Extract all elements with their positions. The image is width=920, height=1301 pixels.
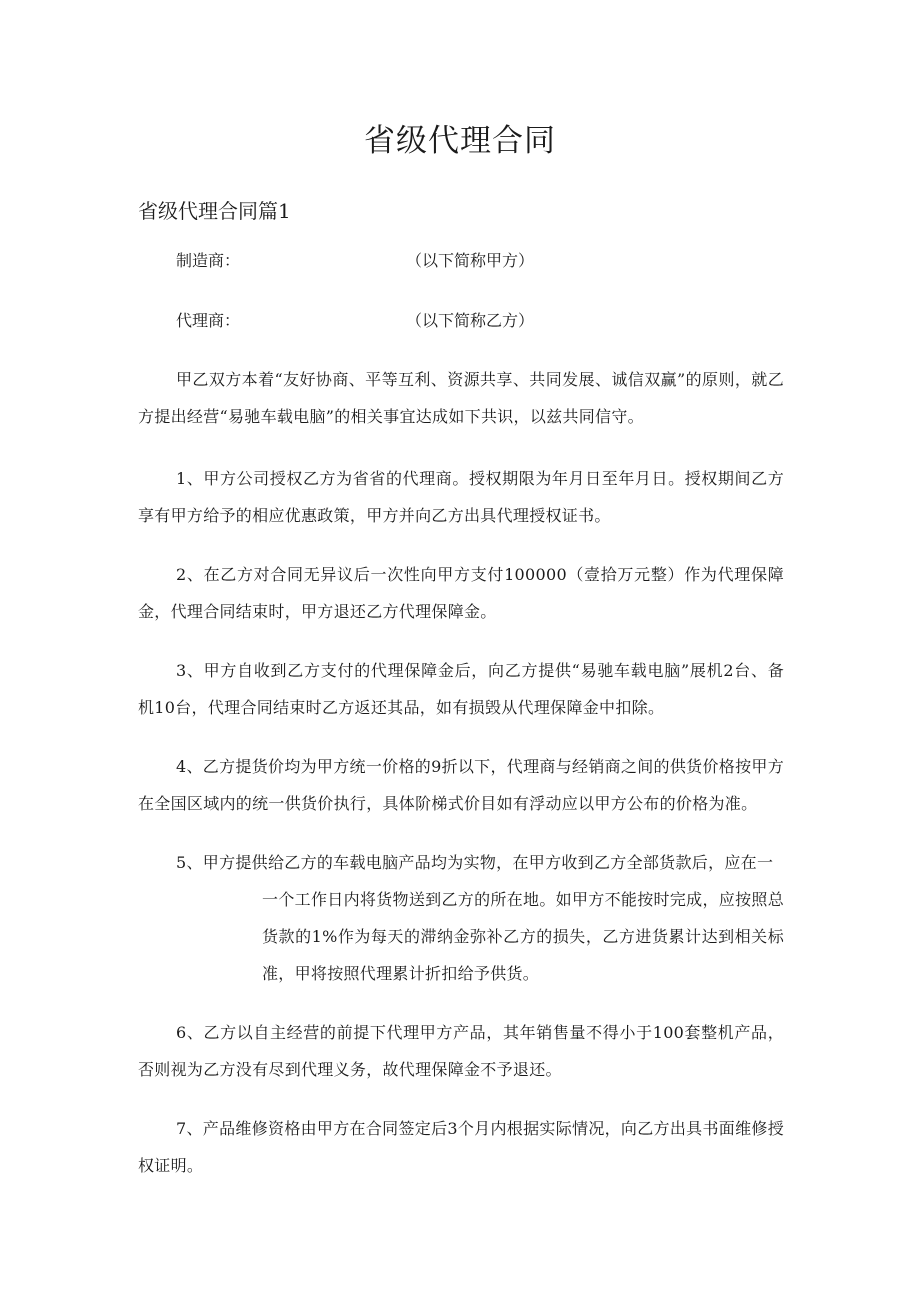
- agent-label: 代理商：: [176, 311, 241, 330]
- clause-4: 4、乙方提货价均为甲方统一价格的9折以下，代理商与经销商之间的供货价格按甲方在全国区域内的统一供货价执行，具体阶梯式价目如有浮动应以甲方公布的价格为准。: [138, 757, 784, 813]
- intro-paragraph: 甲乙双方本着“友好协商、平等互利、资源共享、共同发展、诚信双赢”的原则，就乙方提出经营“易驰车载电脑”的相关事宜达成如下共识，以兹共同信守。: [138, 370, 784, 426]
- clause-5: [138, 844, 784, 992]
- clause-3: 3、甲方自收到乙方支付的代理保障金后，向乙方提供“易驰车载电脑”展机2台、备机10台，代理合同结束时乙方返还其品，如有损毁从代理保障金中扣除。: [138, 661, 784, 717]
- clause-5-continuation: 一个工作日内将货物送到乙方的所在地。如甲方不能按时完成，应按照总货款的1%作为每天的滞纳金弥补乙方的损失，乙方进货累计达到相关标准，甲将按照代理累计折扣给予供货。: [262, 890, 784, 983]
- clause-2: 2、在乙方对合同无异议后一次性向甲方支付100000（壹拾万元整）作为代理保障金，代理合同结束时，甲方退还乙方代理保障金。: [138, 565, 784, 621]
- clause-5-first-line: 5、甲方提供给乙方的车载电脑产品均为实物，在甲方收到乙方全部货款后，应在一: [176, 853, 774, 872]
- manufacturer-label: 制造商：: [176, 251, 241, 270]
- section-heading: 省级代理合同篇1: [138, 199, 291, 223]
- manufacturer-row: [176, 248, 816, 274]
- manufacturer-note: （以下简称甲方）: [406, 251, 535, 270]
- clause-6: 6、乙方以自主经营的前提下代理甲方产品，其年销售量不得小于100套整机产品，否则视为乙方没有尽到代理义务，故代理保障金不予退还。: [138, 1023, 784, 1079]
- agent-row: [176, 308, 816, 334]
- clause-1: 1、甲方公司授权乙方为省省的代理商。授权期限为年月日至年月日。授权期间乙方享有甲方给予的相应优惠政策，甲方并向乙方出具代理授权证书。: [138, 469, 784, 525]
- agent-note: （以下简称乙方）: [406, 311, 535, 330]
- document-title: 省级代理合同: [364, 123, 556, 159]
- clause-7: 7、产品维修资格由甲方在合同签定后3个月内根据实际情况，向乙方出具书面维修授权证明。: [138, 1119, 784, 1175]
